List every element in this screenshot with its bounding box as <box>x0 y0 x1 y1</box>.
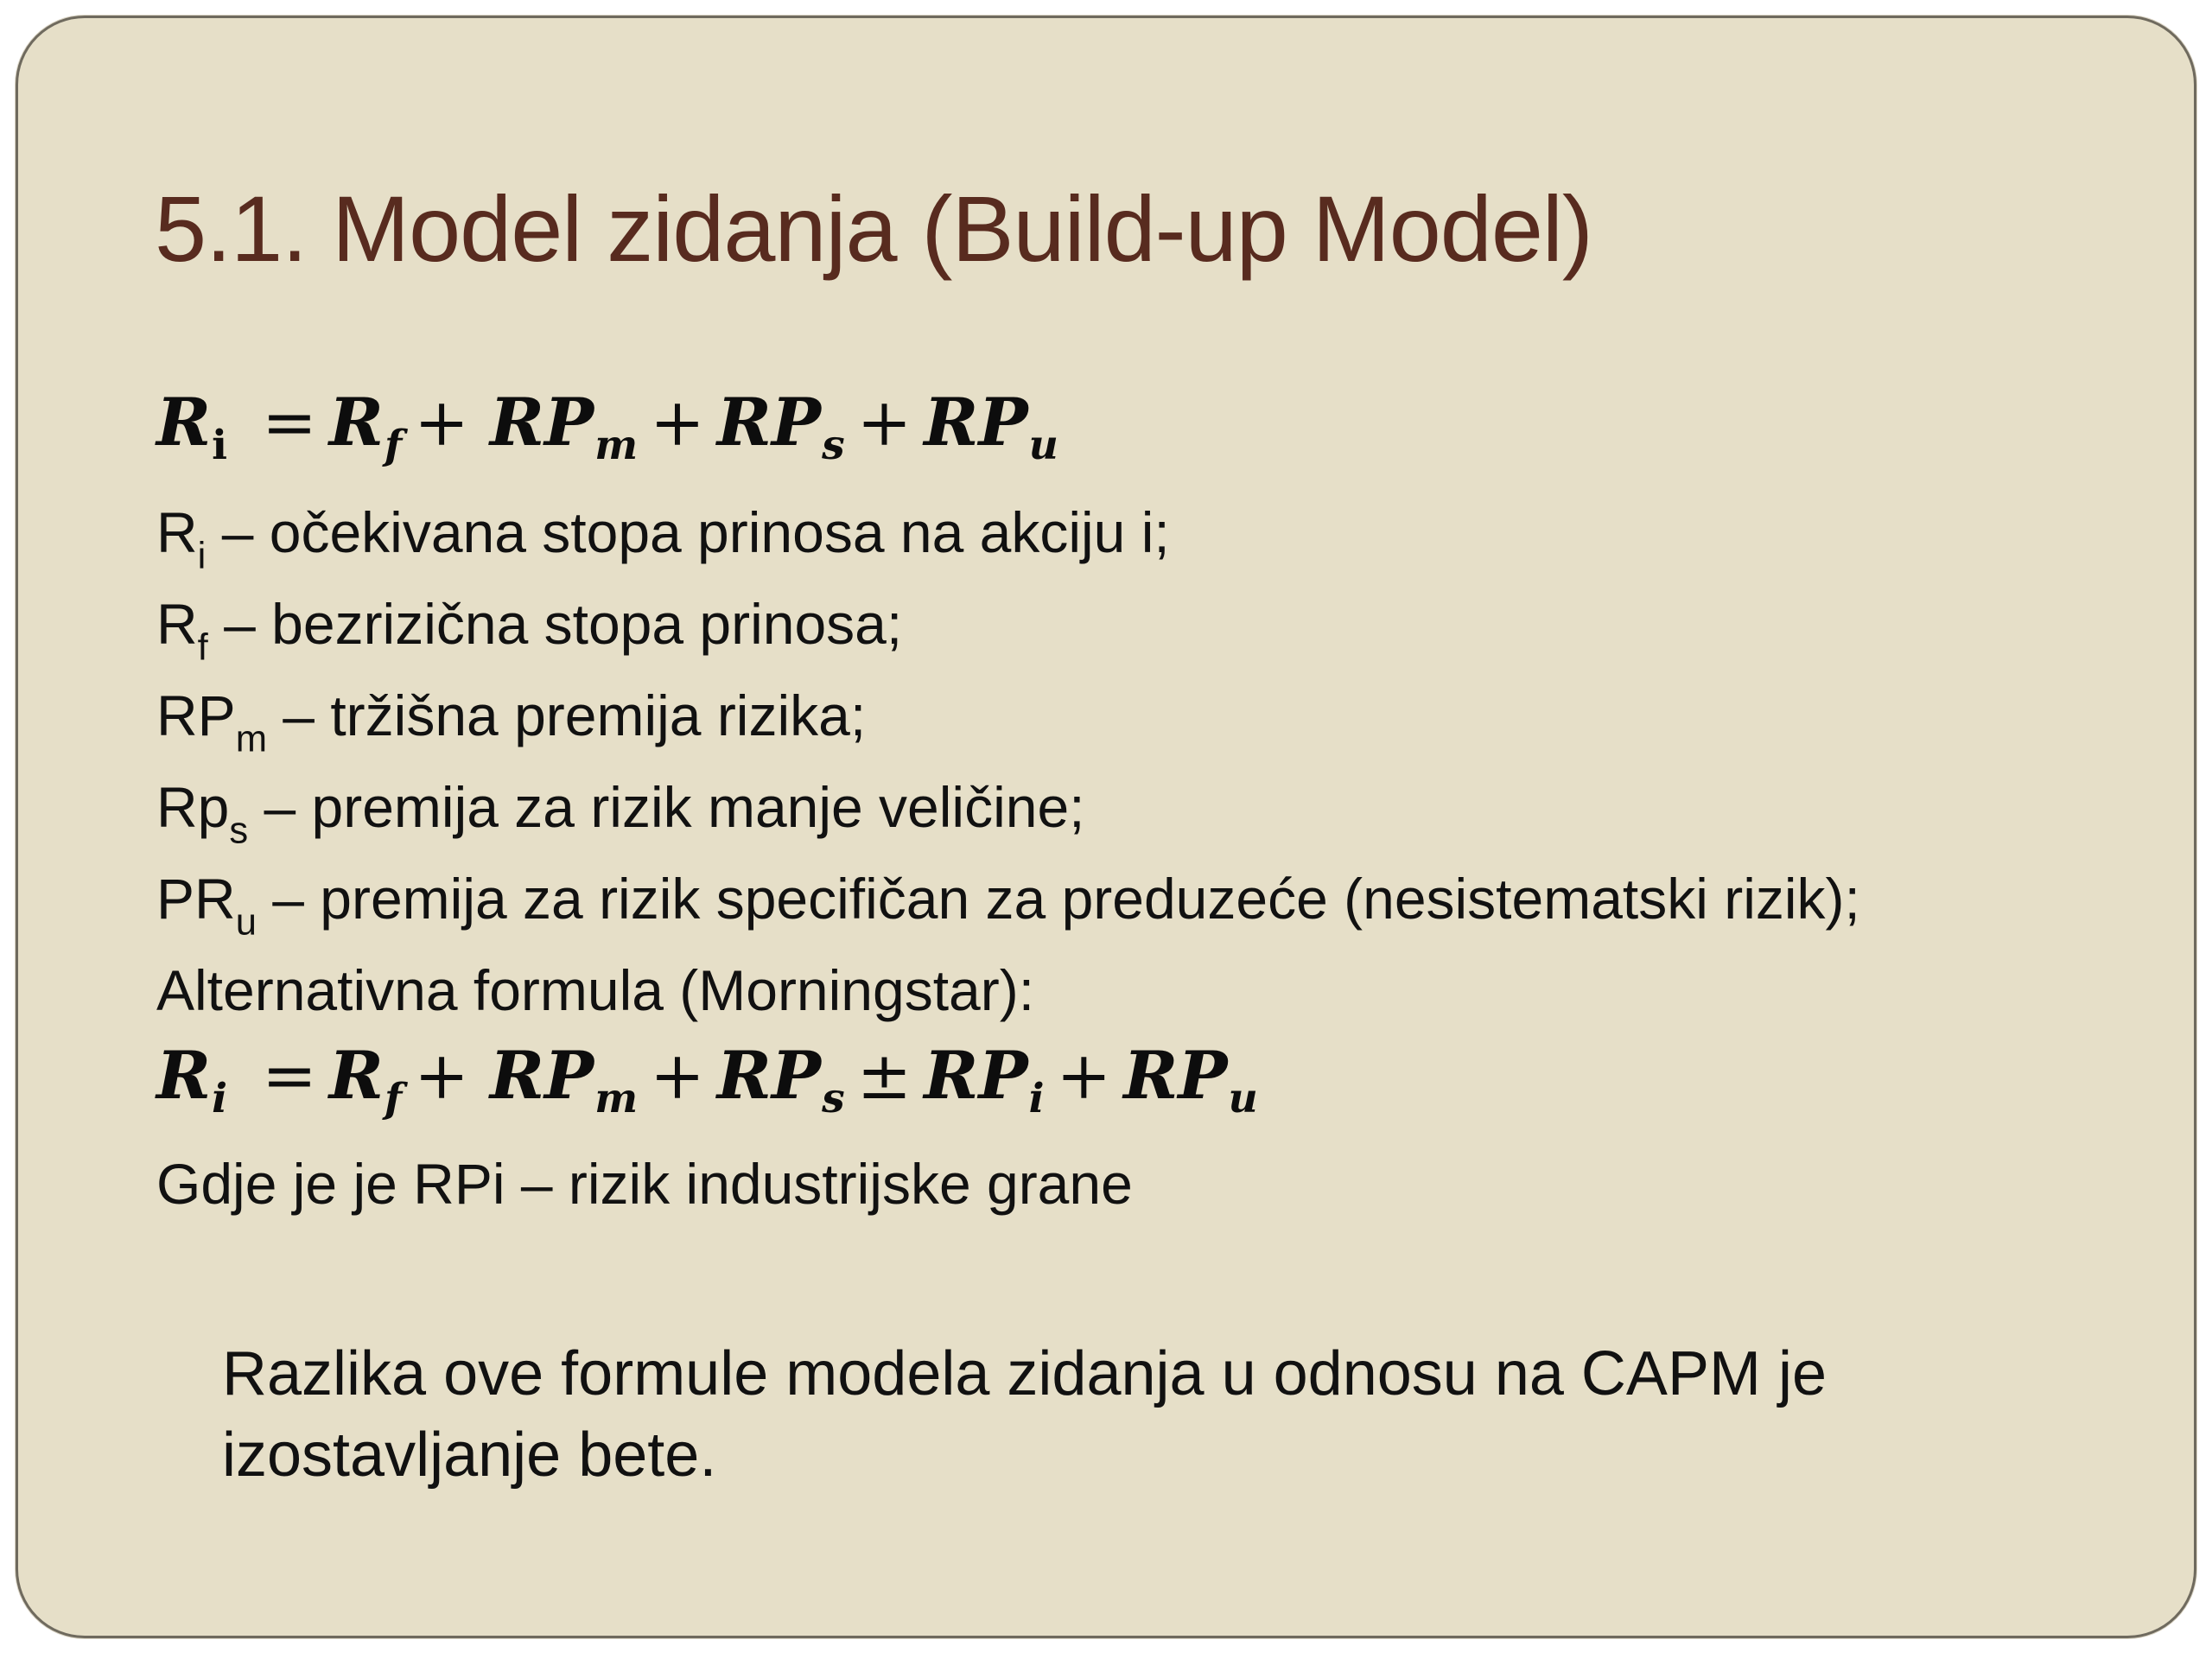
build-up-formula <box>156 384 1058 470</box>
formula-operator: + <box>1056 1037 1112 1114</box>
formula-term: $RP_i$ <box>924 1037 1045 1123</box>
definition-pru: $PR_u$ – premija za rizik specifičan za preduzeće (nesistematski rizik); <box>156 867 1860 944</box>
formula-operator: + <box>856 384 912 461</box>
definition-ri: $R_i$ – očekivana stopa prinosa na akciju i; <box>156 500 1170 577</box>
morningstar-formula <box>156 1037 1258 1123</box>
formula-operator: = <box>262 1037 317 1114</box>
alternative-formula-label: Alternativna formula (Morningstar): <box>156 958 1035 1022</box>
formula-operator: + <box>650 1037 705 1114</box>
formula-term: $RP_u$ <box>924 384 1058 470</box>
formula-term: $R_f$ <box>328 384 403 470</box>
formula-operator: + <box>414 384 469 461</box>
formula-operator: + <box>414 1037 469 1114</box>
formula-term: $R_i$ <box>156 384 228 470</box>
definition-rpm: $RP_m$ – tržišna premija rizika; <box>156 683 867 760</box>
definition-rf: $R_f$ – bezrizična stopa prinosa; <box>156 592 903 669</box>
slide <box>16 16 2196 1638</box>
definition-rps: $Rp_s$ – premija za rizik manje veličine; <box>156 775 1085 852</box>
formula-operator: ± <box>856 1037 912 1114</box>
slide-title: 5.1. Model zidanja (Build-up Model) <box>155 176 1592 281</box>
formula-term: $RP_s$ <box>716 1037 845 1123</box>
formula-operator: = <box>262 384 317 461</box>
industry-risk-definition: Gdje je je RPi – rizik industrijske grane <box>156 1152 1133 1216</box>
formula-term: $R_f$ <box>328 1037 403 1123</box>
formula-operator: + <box>650 384 705 461</box>
formula-term: $RP_m$ <box>489 1037 639 1123</box>
formula-term: $R_i$ <box>156 1037 228 1123</box>
formula-term: $RP_u$ <box>1123 1037 1258 1123</box>
formula-term: $RP_m$ <box>489 384 639 470</box>
formula-term: $RP_s$ <box>716 384 845 470</box>
capm-note: Razlika ove formule modela zidanja u odnosu na CAPM je izostavljanje bete. <box>222 1339 1827 1490</box>
